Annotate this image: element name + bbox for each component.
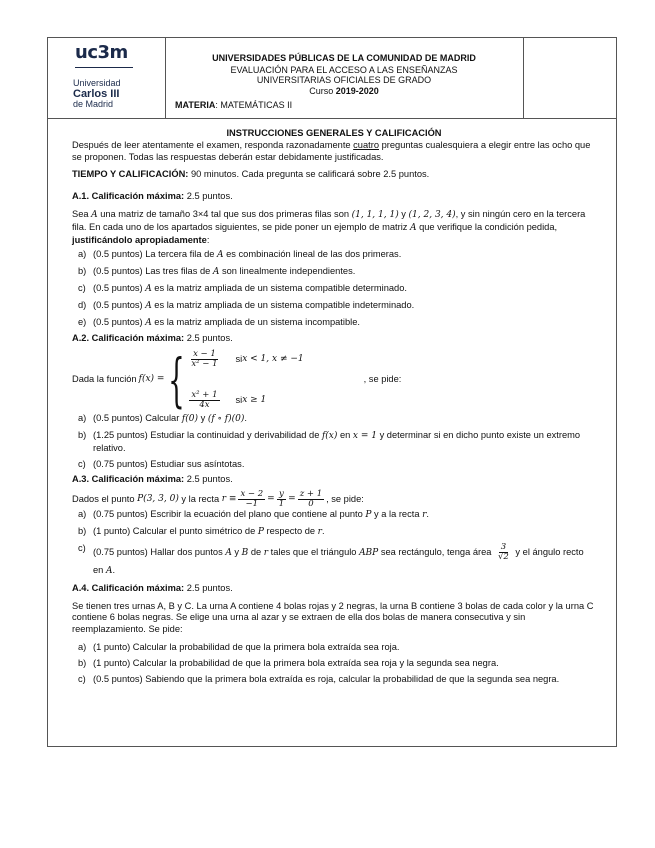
exam-header: [48, 38, 616, 119]
logo-line-1: Universidad: [73, 78, 121, 88]
a2-heading: [72, 333, 596, 345]
a1-vector-2: (1, 2, 3, 4): [408, 209, 456, 220]
a1-matrix-symbol: A: [145, 300, 152, 311]
item-text: y el ángulo recto en: [93, 546, 584, 575]
item-text: (1 punto) Calcular la probabilidad de que la primera bola extraída sea roja.: [93, 641, 400, 652]
a1-intro-3: y: [398, 208, 409, 219]
fraction-numerator: x − 2: [240, 489, 264, 500]
a3-heading: [72, 474, 596, 486]
a3-intro-3: , se pide:: [326, 493, 364, 504]
item-text: de: [248, 546, 264, 557]
fraction-denominator: 4x: [199, 400, 210, 411]
a1-intro-bold: justificándolo apropiadamente: [72, 234, 207, 245]
item-text: y a la recta: [371, 509, 423, 520]
a2-function-definition: [72, 347, 596, 413]
a3-intro: [72, 490, 596, 509]
a1-vector-1: (1, 1, 1, 1): [351, 209, 399, 220]
list-item: [72, 300, 596, 313]
item-text: (0.75 puntos) Hallar dos puntos: [93, 546, 226, 557]
instructions-text: [72, 140, 596, 164]
a3-line-r: r ≡: [221, 493, 237, 504]
item-text: .: [426, 509, 429, 520]
item-text: es la matriz ampliada de un sistema compatible indeterminado.: [151, 299, 415, 310]
item-text: (0.5 puntos): [93, 316, 146, 327]
list-item: [72, 266, 596, 279]
item-text: (1 punto) Calcular el punto simétrico de: [93, 525, 258, 536]
a2-case-2-fraction: [189, 391, 219, 410]
curso-value: 2019-2020: [335, 86, 379, 96]
a1-heading: [72, 191, 596, 203]
math-r: r: [317, 526, 322, 537]
exam-page: [47, 37, 617, 747]
a4-intro: Se tienen tres urnas A, B y C. La urna A contiene 4 bolas rojas y 2 negras, la urna B contiene 3 bolas de cada color y la urna C contiene 6 bolas negras. Se elige una urna al azar y se extraen de ella dos bolas de manera consecutiva y sin reemplazamiento. Se pide:: [72, 600, 594, 635]
a3-point-p: P(3, 3, 0): [137, 493, 179, 504]
a4-heading: [72, 583, 596, 595]
math-x-equals-1: x = 1: [352, 430, 377, 441]
item-mark: c): [78, 673, 86, 684]
item-text: (0.5 puntos) Las tres filas de: [93, 266, 213, 277]
item-mark: c): [78, 458, 86, 469]
math-fof0: (f ∘ f)(0): [207, 414, 245, 425]
instructions-text-b: preguntas cualesquiera a elegir entre las ocho que se proponen. Todas las respuestas deberán estar debidamente justificadas.: [72, 139, 591, 162]
math-a: A: [225, 547, 232, 558]
header-line-2: EVALUACIÓN PARA EL ACCESO A LAS ENSEÑANZAS: [230, 65, 458, 75]
fraction-denominator: −1: [245, 499, 259, 510]
item-mark: a): [78, 249, 87, 260]
time-text: 90 minutos. Cada pregunta se calificará sobre 2.5 puntos.: [188, 169, 430, 180]
a1-matrix-symbol: A: [145, 317, 152, 328]
item-text: es la matriz ampliada de un sistema incompatible.: [151, 316, 360, 327]
math-r: r: [422, 510, 427, 521]
condition-si: si: [235, 353, 243, 364]
list-item: [72, 543, 596, 579]
item-mark: b): [78, 525, 87, 536]
curso-label: Curso: [309, 86, 336, 96]
a3-intro-1: Dados el punto: [72, 493, 138, 504]
fraction-denominator: 0: [308, 499, 314, 510]
item-text: (0.5 puntos): [93, 282, 146, 293]
a3-intro-2: y la recta: [178, 493, 222, 504]
list-item: [72, 642, 596, 654]
a3-fraction-3: [298, 490, 324, 509]
equals-sign: =: [267, 493, 275, 504]
list-item: [72, 413, 596, 426]
a1-matrix-symbol: A: [212, 267, 220, 278]
logo-wordmark: uc3m: [75, 42, 128, 63]
item-text: (0.5 puntos) Calcular: [93, 413, 182, 424]
a2-list: [72, 413, 596, 470]
item-text: es combinación lineal de las dos primeras.: [223, 249, 402, 260]
header-line-1: UNIVERSIDADES PÚBLICAS DE LA COMUNIDAD DE MADRID: [212, 53, 476, 63]
a2-case-1-fraction: [189, 350, 219, 369]
a3-list: [72, 509, 596, 579]
item-mark: d): [78, 299, 87, 310]
area-fraction: [496, 543, 511, 562]
header-materia: [175, 100, 292, 110]
materia-label: MATERIA: [175, 100, 216, 110]
item-mark: a): [78, 509, 87, 520]
item-mark: a): [78, 413, 87, 424]
a2-points: 2.5 puntos.: [184, 333, 233, 344]
item-mark: b): [78, 429, 87, 440]
a3-fraction-1: [238, 490, 265, 509]
a2-heading-label: A.2. Calificación máxima:: [72, 333, 185, 344]
header-curso: [165, 86, 523, 97]
item-text: (1.25 puntos) Estudiar la continuidad y derivabilidad de: [93, 429, 322, 440]
a1-intro-6: :: [206, 234, 210, 245]
materia-value: : MATEMÁTICAS II: [215, 100, 293, 110]
math-p: P: [365, 510, 372, 521]
math-fx: f(x): [321, 430, 338, 441]
instructions-underlined: cuatro: [353, 139, 379, 150]
item-text: sea rectángulo, tenga área: [378, 546, 495, 557]
item-mark: a): [78, 641, 87, 652]
item-mark: e): [78, 316, 87, 327]
math-abp: ABP: [359, 547, 379, 558]
list-item: [72, 674, 596, 686]
instructions-title: INSTRUCCIONES GENERALES Y CALIFICACIÓN: [226, 128, 442, 138]
fraction-denominator: 1: [278, 499, 285, 510]
equals-sign: =: [288, 493, 296, 504]
a1-intro-4: , y sin ningún cero en la tercera fila. En cada uno de los apartados siguientes, se pide poner un ejemplo de matriz: [72, 208, 586, 232]
time-line: [72, 169, 596, 181]
a1-matrix-symbol: A: [145, 283, 152, 294]
item-mark: b): [78, 657, 87, 668]
logo-line-3: de Madrid: [73, 99, 114, 109]
a4-list: [72, 642, 596, 685]
list-item: [72, 526, 596, 539]
exam-body: [72, 128, 596, 689]
item-text: .: [321, 525, 325, 536]
item-mark: c): [78, 542, 86, 553]
a2-case-1: [187, 350, 303, 369]
a1-intro: [72, 209, 596, 246]
a3-heading-label: A.3. Calificación máxima:: [72, 474, 185, 485]
a1-matrix-symbol: A: [91, 209, 98, 220]
instructions-text-a: Después de leer atentamente el examen, responda razonadamente: [72, 139, 354, 150]
math-a: A: [105, 565, 113, 576]
item-text: .: [112, 564, 116, 575]
a1-intro-2: una matriz de tamaño 3×4 tal que sus dos primeras filas son: [97, 208, 352, 219]
a1-intro-5: que verifique la condición pedida,: [416, 221, 558, 232]
math-f0: f(0): [181, 414, 198, 425]
list-item: [72, 317, 596, 330]
item-text: son linealmente independientes.: [219, 266, 356, 277]
a1-list: [72, 249, 596, 329]
item-text: (1 punto) Calcular la probabilidad de que la primera bola extraída sea roja y la segunda sea negra.: [93, 657, 499, 668]
header-line-3: UNIVERSITARIAS OFICIALES DE GRADO: [256, 75, 432, 85]
a2-case-1-condition: x < 1, x ≠ −1: [242, 353, 304, 364]
item-text: (0.5 puntos) Sabiendo que la primera bola extraída es roja, calcular la probabilidad de que la segunda sea negra.: [93, 673, 560, 684]
header-text: [165, 38, 524, 118]
a3-fraction-2: [277, 490, 286, 509]
a4-heading-label: A.4. Calificación máxima:: [72, 582, 185, 593]
logo-line-2: Carlos III: [73, 87, 120, 100]
a1-matrix-symbol: A: [217, 250, 224, 261]
list-item: [72, 430, 596, 455]
item-text: (0.75 puntos) Escribir la ecuación del plano que contiene al punto: [93, 509, 366, 520]
item-text: y: [197, 413, 208, 424]
list-item: [72, 658, 596, 670]
fraction-numerator: y: [279, 489, 284, 500]
item-mark: b): [78, 266, 87, 277]
item-text: (0.5 puntos): [93, 299, 146, 310]
item-text: es la matriz ampliada de un sistema compatible determinado.: [151, 282, 407, 293]
list-item: [72, 509, 596, 522]
fraction-numerator: x − 1: [193, 349, 216, 360]
left-brace: {: [168, 346, 186, 415]
fraction-numerator: z + 1: [299, 489, 323, 500]
item-text: en: [337, 429, 353, 440]
list-item: [72, 283, 596, 296]
time-label: TIEMPO Y CALIFICACIÓN:: [72, 169, 189, 180]
item-text: .: [244, 413, 247, 424]
item-text: y determinar si en dicho punto existe un extremo relativo.: [93, 429, 581, 453]
math-r: r: [263, 547, 269, 558]
a4-points: 2.5 puntos.: [184, 582, 233, 593]
fraction-numerator: x² + 1: [191, 390, 218, 401]
logo-university-name: [73, 78, 143, 110]
a2-dada: Dada la función: [72, 374, 137, 385]
item-text: (0.5 puntos) La tercera fila de: [93, 249, 218, 260]
item-text: y: [231, 546, 242, 557]
item-text: tales que el triángulo: [268, 546, 360, 557]
a2-case-2-condition: x ≥ 1: [242, 394, 267, 405]
a2-case-2: [187, 391, 303, 410]
a1-points: 2.5 puntos.: [184, 191, 233, 202]
fraction-numerator: 3: [500, 541, 507, 552]
a1-matrix-symbol: A: [410, 222, 417, 233]
a1-intro-1: Sea: [72, 208, 92, 219]
item-text: (0.75 puntos) Estudiar sus asíntotas.: [93, 458, 245, 469]
math-p: P: [257, 526, 264, 537]
university-logo: [48, 38, 166, 118]
a3-points: 2.5 puntos.: [184, 474, 233, 485]
list-item: [72, 459, 596, 471]
math-b: B: [241, 547, 249, 558]
logo-rule: [75, 67, 133, 68]
a2-cases: [187, 350, 303, 410]
fraction-denominator: x² − 1: [191, 359, 218, 370]
a1-heading-label: A.1. Calificación máxima:: [72, 191, 185, 202]
a2-fx: f(x) =: [138, 374, 165, 385]
list-item: [72, 249, 596, 262]
condition-si: si: [235, 394, 243, 405]
fraction-denominator: √2: [498, 551, 509, 562]
item-text: respecto de: [263, 525, 318, 536]
a2-se-pide: , se pide:: [363, 374, 402, 385]
item-mark: c): [78, 282, 86, 293]
